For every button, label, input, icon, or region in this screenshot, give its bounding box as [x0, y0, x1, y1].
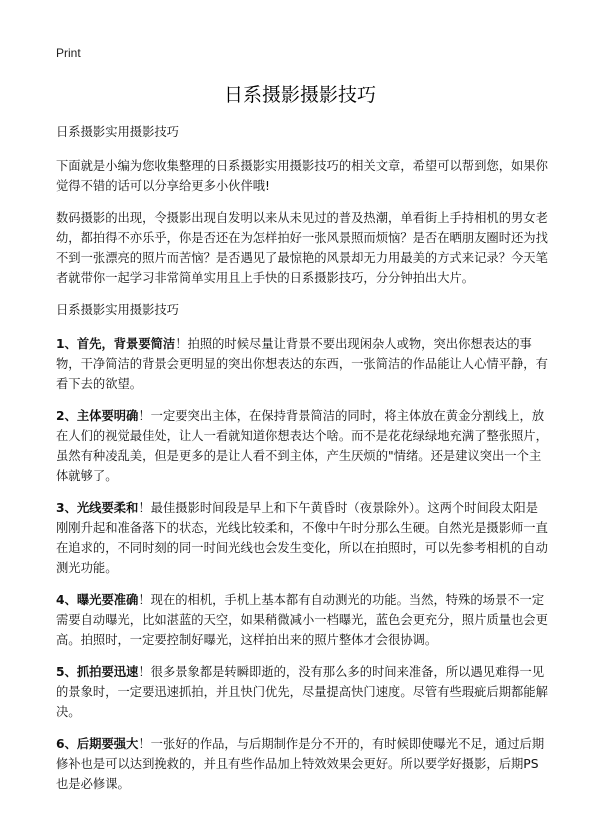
- tip-text: ！很多景象都是转瞬即逝的，没有那么多的时间来准备，所以遇见难得一见的景象时，一定要迅速抓拍，并且快门优先，尽量提高快门速度。尽管有些瑕疵后期都能解决。: [56, 665, 548, 719]
- tip-text: ！现在的相机，手机上基本都有自动测光的功能。当然，特殊的场景不一定需要自动曝光，比如湛蓝的天空，如果稍微减小一档曝光，蓝色会更充分，照片质量也会更高。拍照时，一定要控制好曝光，这样拍出来的照片整体才会很协调。: [56, 593, 548, 647]
- tip-text: ！一定要突出主体，在保持背景简洁的同时，将主体放在黄金分割线上，放在人们的视觉最佳处，让人一看就知道你想表达个啥。而不是花花绿绿地充满了整张照片，虽然有种凌乱美，但是更多的是让人看不到主体，产生厌烦的"情绪。还是建议突出一个主体就够了。: [56, 409, 548, 483]
- section-heading: 日系摄影实用摄影技巧: [56, 303, 179, 317]
- tip-paragraph-6: [56, 734, 550, 794]
- print-link[interactable]: Print: [56, 46, 81, 60]
- tip-text: ！最佳摄影时间段是早上和下午黄昏时（夜景除外）。这两个时间段太阳是刚刚升起和准备落下的状态，光线比较柔和，不像中午时分那么生硬。自然光是摄影师一直在追求的，不同时刻的同一时间光线也会发生变化，所以在拍照时，可以先参考相机的自动测光功能。: [56, 501, 548, 575]
- tip-text: ！拍照的时候尽量让背景不要出现闲杂人或物，突出你想表达的事物，干净简洁的背景会更明显的突出你想表达的东西，一张简洁的作品能让人心情平静，有看下去的欲望。: [56, 337, 548, 391]
- tip-paragraph-4: [56, 590, 550, 650]
- page-title: 日系摄影摄影技巧: [223, 84, 376, 106]
- tip-heading: 2、主体要明确: [56, 409, 139, 423]
- tip-paragraph-3: [56, 498, 550, 578]
- tip-heading: 3、光线要柔和: [56, 501, 139, 515]
- tip-heading: 4、曝光要准确: [56, 593, 139, 607]
- tip-heading: 5、抓拍要迅速: [56, 665, 139, 679]
- tip-heading: 6、后期要强大: [56, 737, 139, 751]
- tip-text: ！一张好的作品，与后期制作是分不开的，有时候即使曝光不足，通过后期修补也是可以达到挽救的，并且有些作品加上特效效果会更好。所以要学好摄影，后期PS也是必修课。: [56, 737, 545, 791]
- intro-paragraph: 下面就是小编为您收集整理的日系摄影实用摄影技巧的相关文章，希望可以帮到您，如果你觉得不错的话可以分享给更多小伙伴哦!: [56, 159, 548, 193]
- article-body: [56, 122, 550, 806]
- tip-paragraph-1: [56, 334, 550, 394]
- tip-heading: 1、首先，背景要简洁: [56, 337, 176, 351]
- tip-paragraph-5: [56, 662, 550, 722]
- subtitle: 日系摄影实用摄影技巧: [56, 125, 179, 139]
- body-paragraph: 数码摄影的出现，令摄影出现自发明以来从未见过的普及热潮，单看街上手持相机的男女老幼，都拍得不亦乐乎，你是否还在为怎样拍好一张风景照而烦恼？是否在晒朋友圈时还为找不到一张漂亮的照片而苦恼？是否遇见了最惊艳的风景却无力用最美的方式来记录？今天笔者就带你一起学习非常简单实用且上手快的日系摄影技巧，分分钟拍出大片。: [56, 211, 548, 285]
- tip-paragraph-2: [56, 406, 550, 486]
